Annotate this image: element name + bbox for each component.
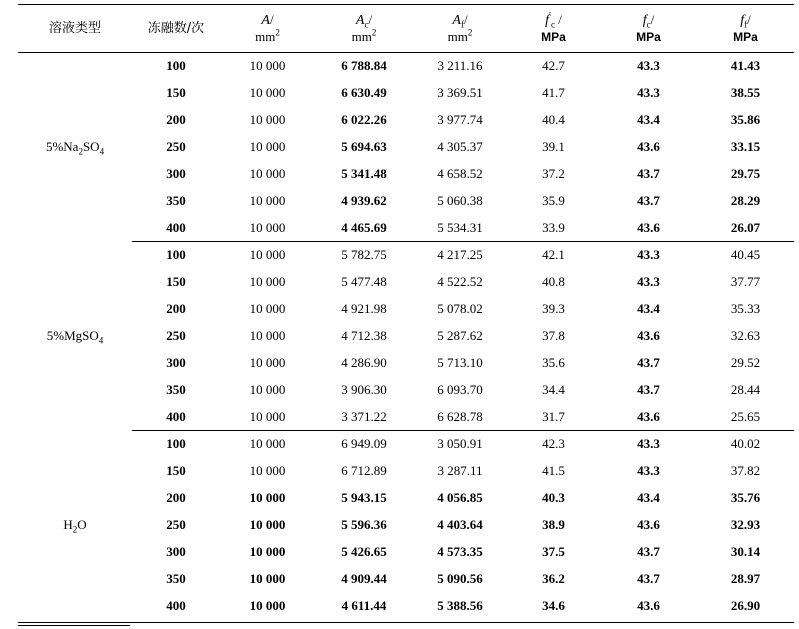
area-c-cell: 5 426.65 (341, 544, 387, 559)
header-strength-f: $f_f/$ MPa (697, 5, 794, 53)
strength-c-prime-cell: 37.2 (542, 166, 565, 181)
strength-c-prime-cell: 38.9 (542, 517, 565, 532)
area-c-cell: 4 921.98 (341, 301, 387, 316)
strength-c-cell: 43.6 (637, 328, 660, 343)
strength-c-prime-cell: 42.7 (542, 58, 565, 74)
strength-f-cell: 28.29 (730, 193, 761, 208)
cycles-cell: 100 (166, 247, 186, 263)
area-c-cell: 6 712.89 (341, 463, 387, 478)
strength-c-prime-cell: 39.3 (542, 301, 565, 316)
area-c-cell: 6 022.26 (341, 112, 387, 127)
cycles-cell: 400 (166, 598, 186, 613)
area-total-cell: 10 000 (249, 571, 286, 586)
solution-type-cell: $H_2O$ (63, 517, 87, 535)
area-total-cell: 10 000 (249, 382, 286, 397)
area-total-cell: 10 000 (249, 355, 286, 370)
cycles-cell: 350 (166, 193, 186, 208)
strength-c-cell: 43.6 (637, 139, 660, 154)
table-row (18, 431, 794, 458)
table-row (18, 377, 794, 404)
area-total-cell: 10 000 (249, 193, 286, 208)
cycles-cell: 300 (166, 544, 186, 559)
strength-c-prime-cell: 42.3 (542, 436, 565, 452)
data-table-container (18, 4, 794, 620)
cycles-cell: 200 (166, 490, 186, 505)
strength-c-prime-cell: 40.8 (542, 274, 565, 289)
area-f-cell: 4 305.37 (437, 139, 483, 154)
area-c-cell: 4 611.44 (341, 598, 387, 613)
area-total-cell: 10 000 (249, 328, 286, 343)
strength-c-cell: 43.3 (637, 58, 660, 74)
strength-c-cell: 43.4 (637, 301, 660, 316)
strength-f-cell: 26.07 (697, 215, 794, 242)
area-c-cell: 5 596.36 (341, 517, 387, 532)
table-row (18, 512, 794, 539)
strength-c-cell: 43.3 (637, 85, 660, 100)
area-f-cell: 4 403.64 (437, 517, 483, 532)
table-row (18, 80, 794, 107)
area-f-cell: 3 287.11 (437, 463, 483, 478)
table-row (18, 323, 794, 350)
area-c-cell: 4 286.90 (341, 355, 387, 370)
area-total-cell: 10 000 (249, 247, 286, 263)
table-row (18, 107, 794, 134)
strength-c-prime-cell: 33.9 (507, 215, 600, 242)
strength-f-cell: 26.90 (730, 598, 761, 613)
area-c-cell: 3 371.22 (315, 404, 413, 431)
strength-c-prime-cell: 40.3 (542, 490, 565, 505)
header-area-total: A/ $mm^2$ (220, 5, 315, 53)
strength-c-prime-cell: 37.5 (542, 544, 565, 559)
header-area-c: $A_c/$ $mm^2$ (315, 5, 413, 53)
strength-c-prime-cell: 35.6 (542, 355, 565, 370)
strength-f-cell: 40.02 (730, 436, 761, 452)
area-f-cell: 5 090.56 (437, 571, 483, 586)
cycles-cell: 250 (166, 328, 186, 343)
strength-f-cell: 35.33 (730, 301, 761, 316)
area-c-cell: 6 630.49 (341, 85, 387, 100)
strength-c-prime-cell: 36.2 (542, 571, 565, 586)
area-f-cell: 5 078.02 (437, 301, 483, 316)
solution-type-cell: 5%MgSO$_4$ (46, 328, 104, 346)
table-row (18, 188, 794, 215)
area-total-cell: 10 000 (249, 490, 286, 505)
area-total-cell: 10 000 (249, 112, 286, 127)
cycles-cell: 350 (166, 571, 186, 586)
strength-c-cell: 43.3 (637, 436, 660, 452)
table-row (18, 593, 794, 620)
header-row (18, 5, 794, 53)
table-row (18, 566, 794, 593)
cycles-cell: 300 (166, 355, 186, 370)
area-total-cell: 10 000 (249, 598, 286, 613)
strength-c-prime-cell: 39.1 (542, 139, 565, 154)
strength-f-cell: 28.44 (730, 382, 761, 397)
strength-f-cell: 35.86 (730, 112, 761, 127)
bottom-rule-short (18, 625, 130, 626)
strength-c-cell: 43.6 (600, 404, 697, 431)
strength-c-prime-cell: 37.8 (542, 328, 565, 343)
table-row (18, 539, 794, 566)
strength-c-cell: 43.4 (637, 112, 660, 127)
strength-c-cell: 43.3 (637, 274, 660, 289)
strength-c-cell: 43.7 (637, 571, 660, 586)
strength-c-prime-cell: 42.1 (542, 247, 565, 263)
table-row (18, 404, 794, 431)
strength-f-cell: 25.65 (697, 404, 794, 431)
area-c-cell: 5 694.63 (341, 139, 387, 154)
strength-c-cell: 43.7 (637, 355, 660, 370)
strength-c-prime-cell: 41.5 (542, 463, 565, 478)
area-total-cell: 10 000 (249, 436, 286, 452)
table-row (18, 350, 794, 377)
area-total-cell: 10 000 (249, 139, 286, 154)
table-row (18, 161, 794, 188)
area-c-cell: 3 906.30 (341, 382, 387, 397)
cycles-cell: 250 (166, 139, 186, 154)
solution-type-cell: $5\%Na_2SO_4$ (45, 139, 105, 157)
cycles-cell: 150 (166, 463, 186, 478)
area-f-cell: 3 050.91 (437, 436, 483, 452)
area-total-cell: 10 000 (249, 85, 286, 100)
area-total-cell: 10 000 (220, 215, 315, 242)
strength-c-cell: 43.4 (637, 490, 660, 505)
strength-f-cell: 37.77 (730, 274, 761, 289)
cycles-cell: 400 (132, 215, 220, 242)
strength-c-prime-cell: 41.7 (542, 85, 565, 100)
area-f-cell: 6 093.70 (437, 382, 483, 397)
area-f-cell: 3 369.51 (437, 85, 483, 100)
strength-f-cell: 40.45 (730, 247, 761, 263)
area-c-cell: 4 465.69 (315, 215, 413, 242)
table-row (18, 458, 794, 485)
strength-c-cell: 43.7 (637, 166, 660, 181)
cycles-cell: 100 (166, 58, 186, 74)
area-c-cell: 4 939.62 (341, 193, 387, 208)
area-total-cell: 10 000 (220, 404, 315, 431)
area-c-cell: 5 943.15 (341, 490, 387, 505)
header-strength-c: $f_c/$ MPa (600, 5, 697, 53)
area-c-cell: 4 712.38 (341, 328, 387, 343)
bottom-rule (18, 622, 794, 623)
cycles-cell: 300 (166, 166, 186, 181)
header-cycles: 冻融数/次 (132, 5, 220, 53)
area-total-cell: 10 000 (249, 301, 286, 316)
area-c-cell: 4 909.44 (341, 571, 387, 586)
strength-f-cell: 28.97 (730, 571, 761, 586)
area-total-cell: 10 000 (249, 517, 286, 532)
strength-f-cell: 38.55 (730, 85, 761, 100)
area-c-cell: 6 788.84 (341, 58, 387, 74)
area-f-cell: 4 217.25 (437, 247, 483, 263)
area-f-cell: 5 060.38 (437, 193, 483, 208)
cycles-cell: 200 (166, 301, 186, 316)
table-row (18, 296, 794, 323)
strength-f-cell: 37.82 (730, 463, 761, 478)
strength-c-cell: 43.6 (600, 215, 697, 242)
strength-f-cell: 32.63 (730, 328, 761, 343)
cycles-cell: 150 (166, 274, 186, 289)
strength-c-prime-cell: 35.9 (542, 193, 565, 208)
area-total-cell: 10 000 (249, 166, 286, 181)
area-f-cell: 5 287.62 (437, 328, 483, 343)
strength-c-prime-cell: 40.4 (542, 112, 565, 127)
area-f-cell: 4 056.85 (437, 490, 483, 505)
area-f-cell: 4 658.52 (437, 166, 483, 181)
table-row (18, 485, 794, 512)
table-row (18, 215, 794, 242)
strength-f-cell: 35.76 (730, 490, 761, 505)
area-c-cell: 5 341.48 (341, 166, 387, 181)
area-total-cell: 10 000 (249, 58, 286, 74)
area-c-cell: 6 949.09 (341, 436, 387, 452)
cycles-cell: 100 (166, 436, 186, 452)
area-total-cell: 10 000 (249, 544, 286, 559)
table-row (18, 53, 794, 80)
freeze-thaw-table (18, 4, 794, 620)
area-c-cell: 5 782.75 (341, 247, 387, 263)
strength-c-prime-cell: 34.4 (542, 382, 565, 397)
cycles-cell: 250 (166, 517, 186, 532)
table-row (18, 269, 794, 296)
cycles-cell: 400 (132, 404, 220, 431)
area-f-cell: 4 573.35 (437, 544, 483, 559)
strength-f-cell: 41.43 (730, 58, 761, 74)
strength-f-cell: 30.14 (730, 544, 761, 559)
area-f-cell: 4 522.52 (437, 274, 483, 289)
area-total-cell: 10 000 (249, 463, 286, 478)
area-f-cell: 5 713.10 (437, 355, 483, 370)
strength-c-cell: 43.3 (637, 463, 660, 478)
area-f-cell: 3 211.16 (437, 58, 483, 74)
header-area-f: $A_f/$ $mm^2$ (413, 5, 507, 53)
strength-f-cell: 33.15 (730, 139, 761, 154)
cycles-cell: 200 (166, 112, 186, 127)
strength-c-cell: 43.7 (637, 544, 660, 559)
table-row (18, 134, 794, 161)
table-row (18, 242, 794, 269)
strength-c-cell: 43.7 (637, 193, 660, 208)
area-f-cell: 5 388.56 (437, 598, 483, 613)
header-solution-type: 溶液类型 (18, 5, 132, 53)
area-f-cell: 6 628.78 (413, 404, 507, 431)
strength-c-prime-cell: 31.7 (507, 404, 600, 431)
cycles-cell: 350 (166, 382, 186, 397)
strength-f-cell: 29.52 (730, 355, 761, 370)
strength-f-cell: 29.75 (730, 166, 761, 181)
area-f-cell: 5 534.31 (413, 215, 507, 242)
table-body (18, 53, 794, 620)
area-total-cell: 10 000 (249, 274, 286, 289)
strength-c-cell: 43.7 (637, 382, 660, 397)
strength-c-cell: 43.3 (637, 247, 660, 263)
strength-c-cell: 43.6 (637, 598, 660, 613)
cycles-cell: 150 (166, 85, 186, 100)
area-f-cell: 3 977.74 (437, 112, 483, 127)
header-strength-c-prime: $f'_c$ / MPa (507, 5, 600, 53)
area-c-cell: 5 477.48 (341, 274, 387, 289)
strength-c-cell: 43.6 (637, 517, 660, 532)
strength-c-prime-cell: 34.6 (542, 598, 565, 613)
strength-f-cell: 32.93 (730, 517, 761, 532)
